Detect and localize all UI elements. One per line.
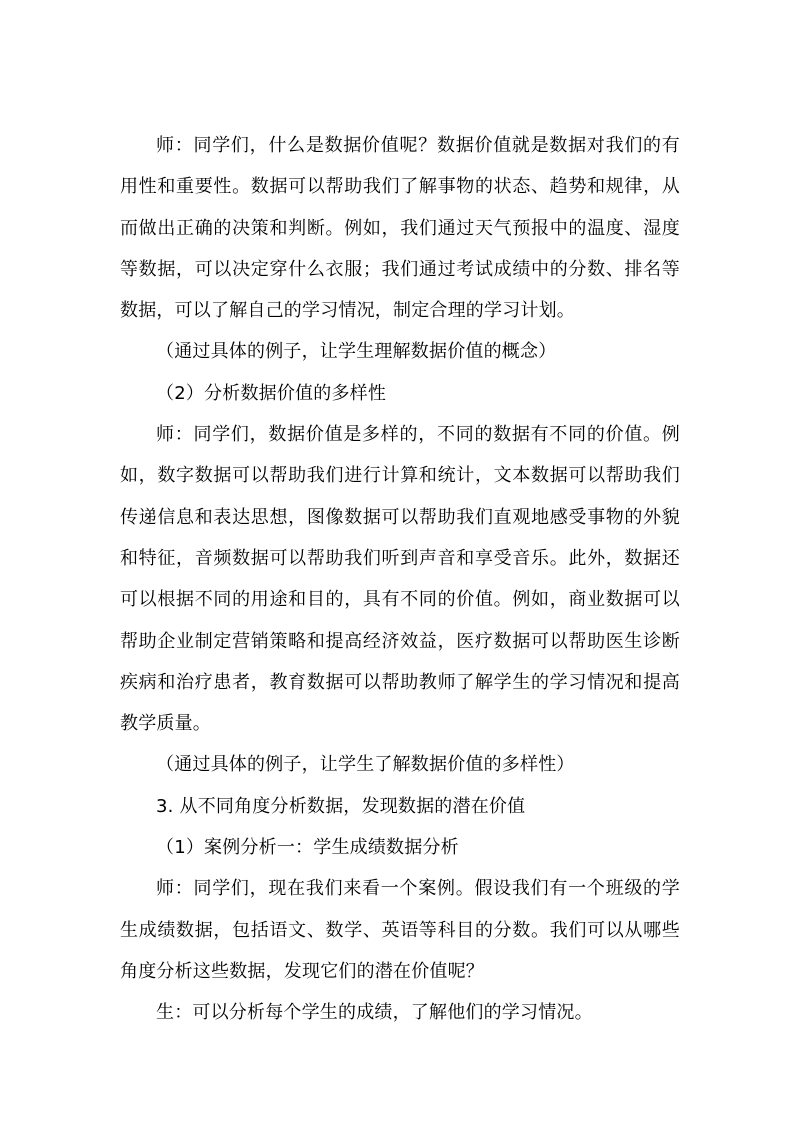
paragraph-note-diversity: （通过具体的例子，让学生了解数据价值的多样性） (156, 754, 575, 776)
paragraph-teacher-intro: 师：同学们，什么是数据价值呢？数据价值就是数据对我们的有用性和重要性。数据可以帮助我们了解事物的状态、趋势和规律，从而做出正确的决策和判断。例如，我们通过天气预报中的温度、湿度等数据，可以决定穿什么衣服；我们通过考试成绩中的分数、排名等数据，可以了解自己的学习情况，制定合理的学习计划。 (120, 135, 680, 322)
paragraph-teacher-case: 师：同学们，现在我们来看一个案例。假设我们有一个班级的学生成绩数据，包括语文、数学、英语等科目的分数。我们可以从哪些角度分析这些数据，发现它们的潜在价值呢？ (120, 878, 680, 982)
document-body (120, 125, 680, 1034)
paragraph-teacher-diversity: 师：同学们，数据价值是多样的，不同的数据有不同的价值。例如，数字数据可以帮助我们进行计算和统计，文本数据可以帮助我们传递信息和表达思想，图像数据可以帮助我们直观地感受事物的外貌和特征，音频数据可以帮助我们听到声音和享受音乐。此外，数据还可以根据不同的用途和目的，具有不同的价值。例如，商业数据可以帮助企业制定营销策略和提高经济效益，医疗数据可以帮助医生诊断疾病和治疗患者，教育数据可以帮助教师了解学生的学习情况和提高教学质量。 (120, 424, 680, 735)
paragraph-student-answer: 生：可以分析每个学生的成绩，了解他们的学习情况。 (156, 1002, 593, 1024)
paragraph-heading-diversity: （2）分析数据价值的多样性 (156, 382, 387, 404)
paragraph-note-concept: （通过具体的例子，让学生理解数据价值的概念） (156, 341, 557, 363)
paragraph-case-heading: （1）案例分析一：学生成绩数据分析 (156, 837, 459, 859)
paragraph-section-3-heading: 3. 从不同角度分析数据，发现数据的潜在价值 (156, 795, 526, 817)
